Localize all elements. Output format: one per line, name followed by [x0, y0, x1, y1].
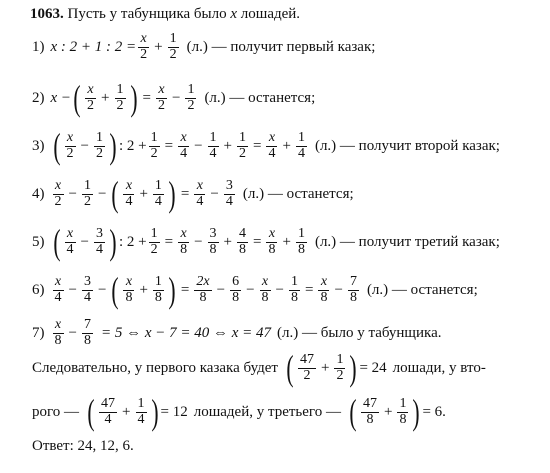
- step-tail: (л.) — получит третий казак;: [314, 233, 500, 250]
- conclusion-text: Следовательно, у первого казака будет: [32, 359, 278, 376]
- step-label: 1): [32, 38, 45, 55]
- header-var: x: [230, 6, 238, 22]
- step-5: 5) ( x 4 − 3 4 ) : 2 + 1 2 = x 8 − 3 8 + 4 8 = x 8 + 1 8 (л.) — получит третий казак;: [32, 222, 500, 262]
- step-label: 5): [32, 233, 45, 250]
- header-after: лошадей.: [240, 6, 301, 22]
- step-tail: (л.) — получит второй казак;: [314, 137, 500, 154]
- step-tail: (л.) — останется;: [242, 185, 354, 202]
- expression: = 5 ⇔ x − 7 = 40 ⇔ x = 47: [100, 324, 272, 341]
- fraction: x 2: [140, 31, 148, 62]
- fraction: 1 2: [169, 31, 177, 62]
- step-label: 2): [32, 89, 45, 106]
- step-tail: (л.) — было у табунщика.: [277, 324, 442, 341]
- problem-number: 1063.: [30, 6, 64, 22]
- step-tail: (л.) — останется;: [366, 281, 478, 298]
- paren-group: ( x 4 + 1 4 ): [111, 174, 176, 214]
- conclusion-1: Следовательно, у первого казака будет ( 47 2 + 1 2 ) = 24 лошади, у вто-: [32, 348, 486, 388]
- step-label: 7): [32, 324, 45, 341]
- step-7: 7) x 8 − 7 8 = 5 ⇔ x − 7 = 40 ⇔ x = 47 (л.) — было у табунщика.: [32, 317, 442, 348]
- step-4: 4) x 2 − 1 2 − ( x 4 + 1 4 ) = x 4 − 3 4 (л.) — останется;: [32, 174, 354, 214]
- step-label: 3): [32, 137, 45, 154]
- step-label: 4): [32, 185, 45, 202]
- conclusion-2: рого — ( 47 4 + 1 4 ) = 12 лошадей, у третьего — ( 47 8 + 1 8 ) = 6.: [32, 392, 446, 432]
- paren-group: ( 47 2 + 1 2 ): [286, 348, 358, 388]
- step-tail: (л.) — останется;: [204, 89, 316, 106]
- fraction: 1 2: [187, 81, 195, 113]
- conclusion-text: рого —: [32, 403, 80, 420]
- paren-group: ( x 8 + 1 8 ): [111, 270, 176, 310]
- step-3: 3) ( x 2 − 1 2 ) : 2 + 1 2 = x 4 − 1 4 + 1 2 = x 4 + 1 4 (л.) — получит второй казак;: [32, 126, 500, 166]
- step-1: [32, 32, 375, 62]
- step-tail: (л.) — получит первый казак;: [186, 38, 376, 55]
- operator: +: [154, 38, 163, 55]
- step-6: 6) x 4 − 3 4 − ( x 8 + 1 8 ) = 2x 8 − 6 8 − x 8 − 1 8 = x 8 − 7 8 (л.) — останется;: [32, 270, 478, 310]
- answer: [32, 438, 134, 455]
- problem-header: [30, 6, 300, 23]
- paren-group: ( x 2 − 1 2 ): [52, 126, 117, 166]
- expression: x −: [50, 89, 72, 106]
- expression: x : 2 + 1 : 2 =: [50, 38, 137, 55]
- paren-group: ( x 4 − 3 4 ): [52, 222, 117, 262]
- step-2: 2) x − ( x 2 + 1 2 ) = x 2 − 1 2 (л.) — останется;: [32, 78, 316, 118]
- paren-group: ( 47 4 + 1 4 ): [87, 392, 159, 432]
- conclusion-tail: лошади, у вто-: [392, 359, 486, 376]
- paren-group: ( 47 8 + 1 8 ): [349, 392, 421, 432]
- answer-text: Ответ: 24, 12, 6.: [32, 438, 134, 454]
- step-label: 6): [32, 281, 45, 298]
- fraction: x 2: [157, 81, 165, 113]
- paren-group: ( x 2 + 1 2 ): [73, 78, 138, 118]
- header-text: Пусть у табунщика было: [67, 6, 227, 22]
